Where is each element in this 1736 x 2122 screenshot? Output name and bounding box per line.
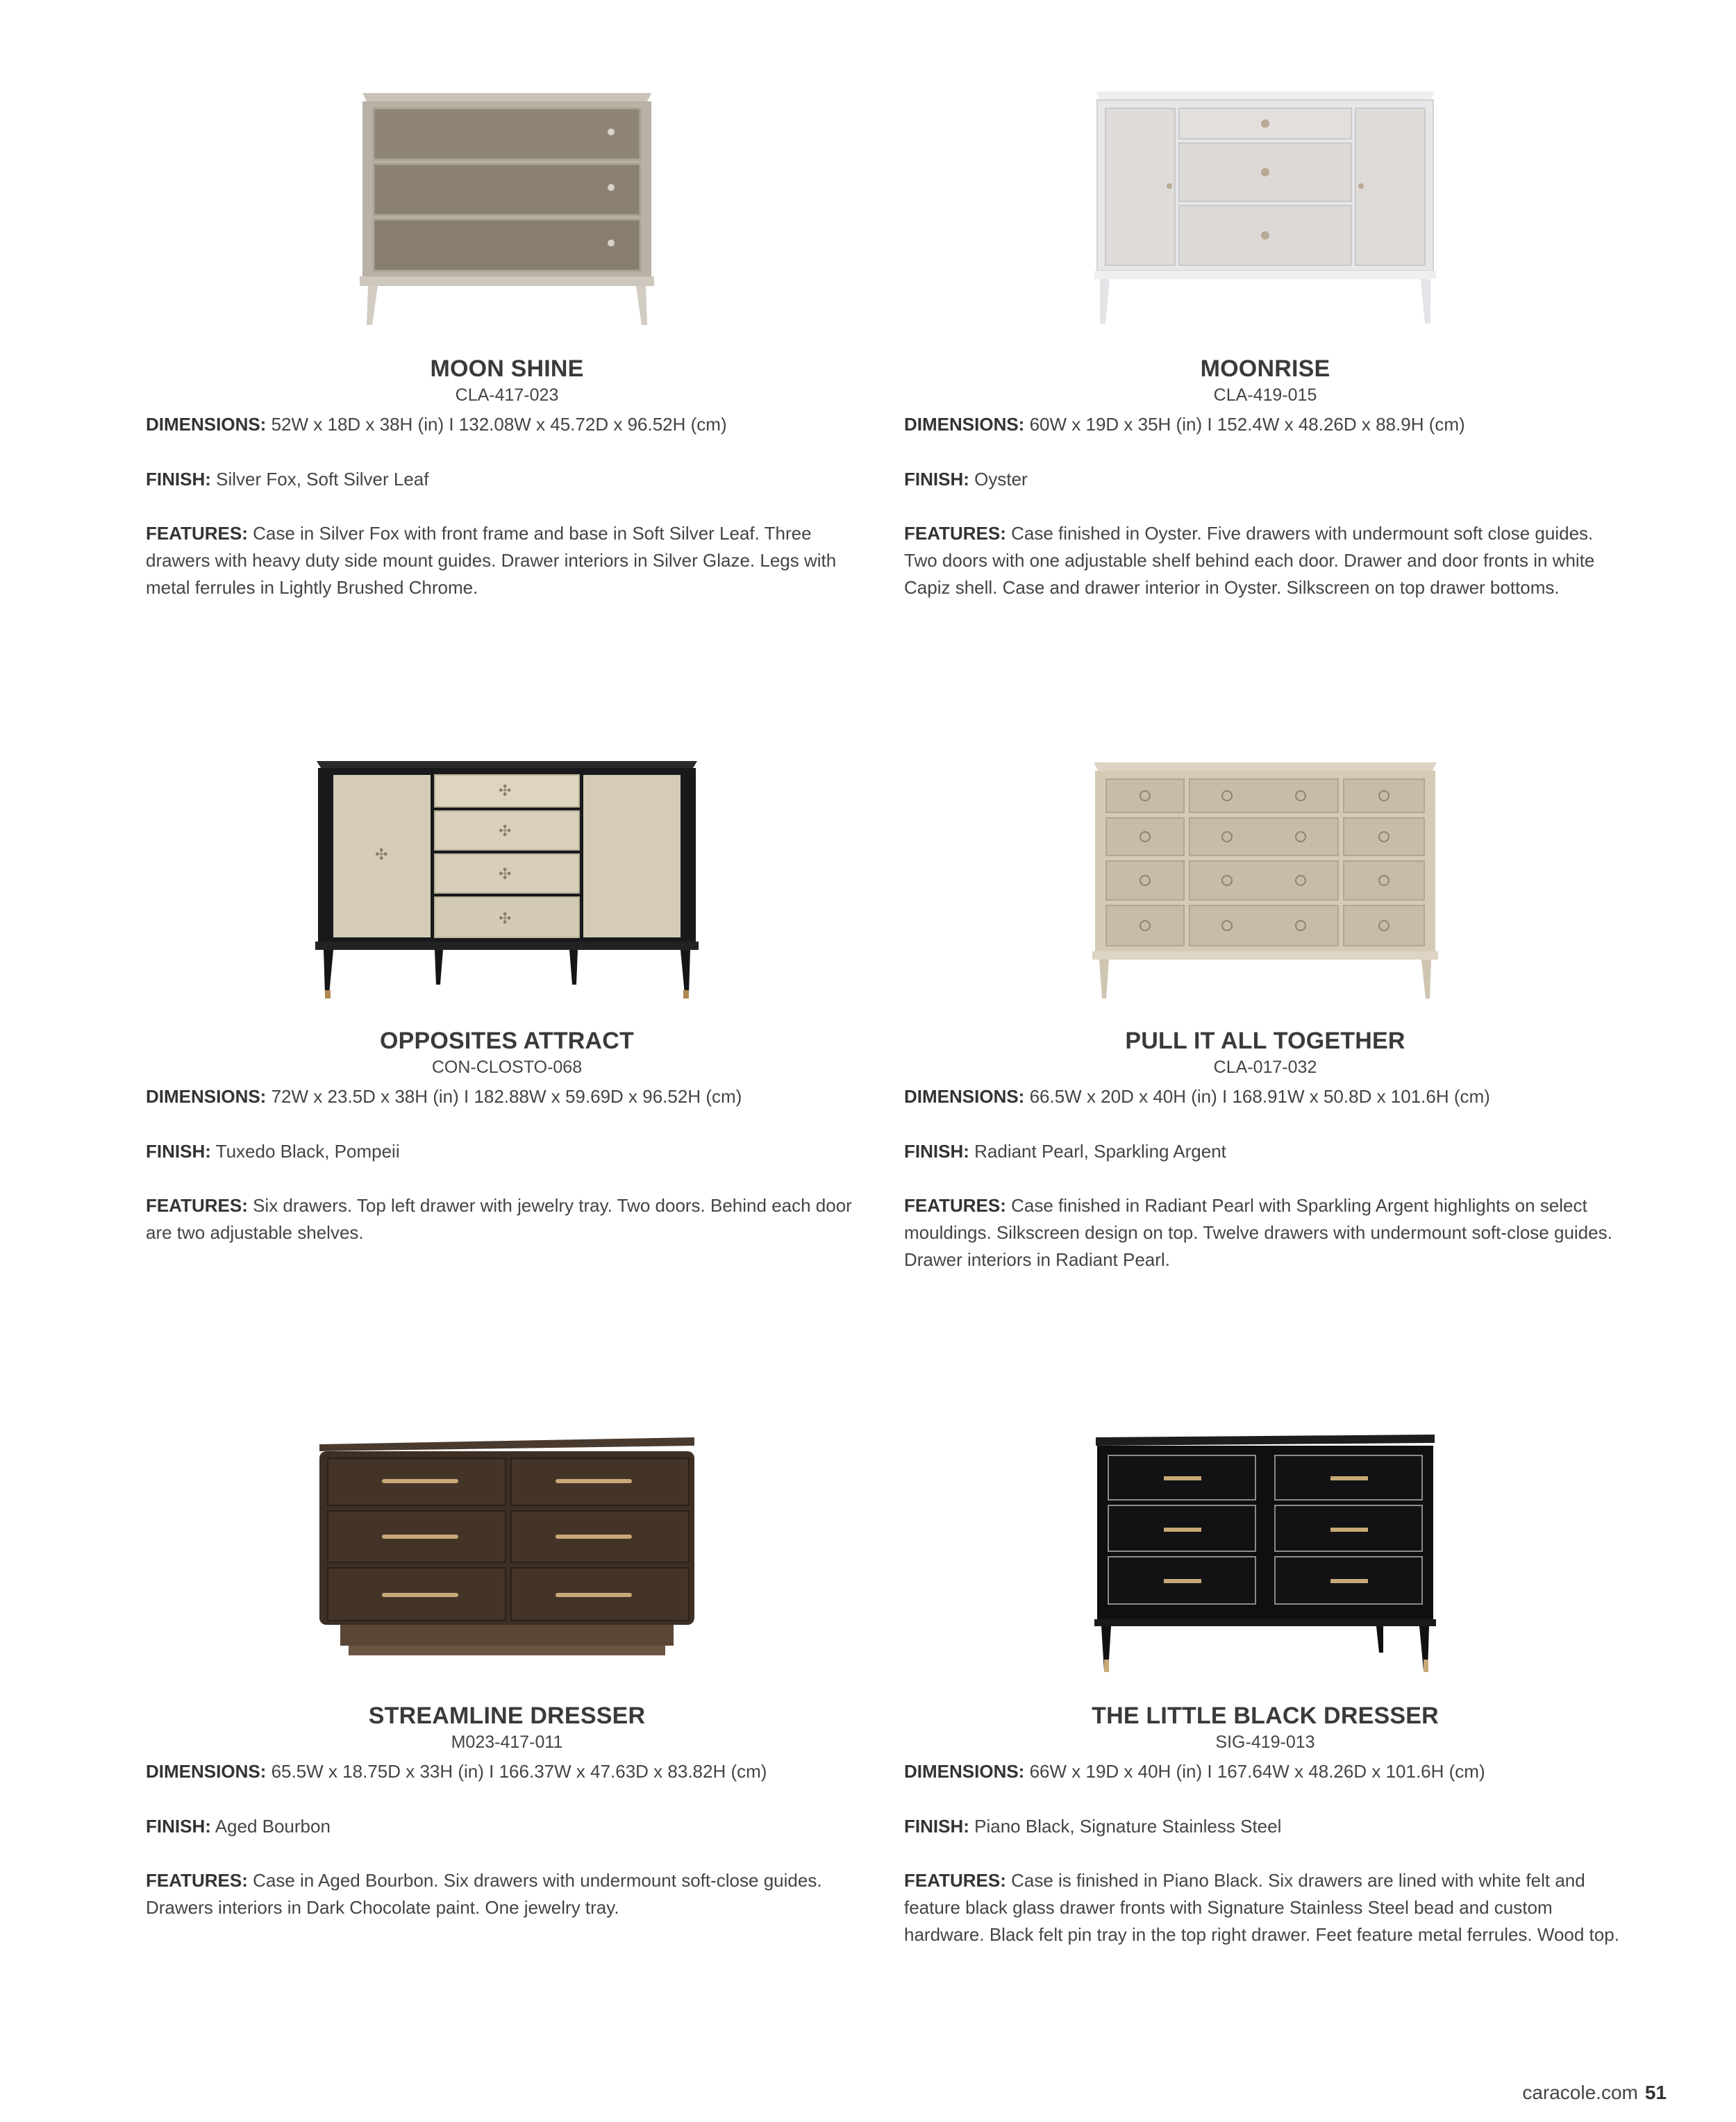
product-finish: [146, 1138, 868, 1165]
product-finish: [146, 1813, 868, 1840]
finish-value: Radiant Pearl, Sparkling Argent: [974, 1141, 1226, 1162]
dimensions-label: DIMENSIONS:: [904, 1761, 1025, 1782]
product-dimensions: [146, 1758, 868, 1785]
features-value: Case finished in Oyster. Five drawers with undermount soft close guides. Two doors with one adjustable shelf behind each door. Drawer and door fronts in white Capiz shell. Case and drawer interior in Oyster. Silkscreen on top drawer bottoms.: [904, 523, 1595, 598]
dimensions-value: 72W x 23.5D x 38H (in) I 182.88W x 59.69D x 96.52H (cm): [271, 1086, 742, 1107]
finish-label: FINISH:: [146, 1816, 211, 1837]
product-streamline-dresser: [146, 1430, 868, 1921]
product-features: [146, 1867, 868, 1921]
dimensions-label: DIMENSIONS:: [146, 414, 267, 435]
product-moonrise: [904, 83, 1626, 601]
finish-value: Aged Bourbon: [215, 1816, 331, 1837]
product-sku: CLA-017-032: [1213, 1058, 1317, 1077]
page-number: 51: [1644, 2082, 1667, 2103]
svg-text:✣: ✣: [499, 910, 512, 928]
opposites-attract-dresser-illustration: [312, 755, 701, 1005]
streamline-dresser-illustration: [312, 1430, 701, 1680]
finish-value: Tuxedo Black, Pompeii: [215, 1141, 400, 1162]
dimensions-value: 66W x 19D x 40H (in) I 167.64W x 48.26D x 101.6H (cm): [1029, 1761, 1485, 1782]
product-image: [904, 755, 1626, 1012]
product-features: [146, 1192, 868, 1246]
product-sku: CLA-419-015: [1213, 385, 1317, 405]
features-value: Case in Aged Bourbon. Six drawers with undermount soft-close guides. Drawers interiors in Dark Chocolate paint. One jewelry tray.: [146, 1870, 822, 1918]
product-features: [146, 520, 868, 601]
product-image: [146, 755, 868, 1012]
finish-label: FINISH:: [904, 1816, 969, 1837]
dimensions-value: 60W x 19D x 35H (in) I 152.4W x 48.26D x 88.9H (cm): [1029, 414, 1465, 435]
product-finish: [904, 1813, 1626, 1840]
product-finish: [146, 466, 868, 493]
dimensions-label: DIMENSIONS:: [146, 1086, 267, 1107]
dimensions-label: DIMENSIONS:: [904, 1086, 1025, 1107]
product-dimensions: [146, 411, 868, 438]
product-features: [904, 520, 1626, 601]
product-image: [904, 1430, 1626, 1687]
pull-it-all-together-dresser-illustration: [1088, 755, 1442, 1005]
features-value: Case is finished in Piano Black. Six drawers are lined with white felt and feature black glass drawer fronts with Signature Stainless Steel bead and custom hardware. Black felt pin tray in the top right drawer. Feet feature metal ferrules. Wood top.: [904, 1870, 1619, 1945]
features-value: Case in Silver Fox with front frame and base in Soft Silver Leaf. Three drawers with heavy duty side mount guides. Drawer interiors in Silver Glaze. Legs with metal ferrules in Lightly Brushed Chrome.: [146, 523, 837, 598]
little-black-dresser-illustration: [1092, 1430, 1439, 1680]
dimensions-value: 65.5W x 18.75D x 33H (in) I 166.37W x 47.63D x 83.82H (cm): [271, 1761, 767, 1782]
features-label: FEATURES:: [904, 523, 1006, 544]
product-dimensions: [904, 411, 1626, 438]
features-value: Case finished in Radiant Pearl with Sparkling Argent highlights on select mouldings. Silkscreen design on top. Twelve drawers with undermount soft-close guides. Drawer interiors in Radiant Pearl.: [904, 1195, 1612, 1270]
svg-text:✣: ✣: [499, 866, 512, 883]
product-sku: M023-417-011: [451, 1732, 563, 1752]
finish-value: Silver Fox, Soft Silver Leaf: [216, 469, 429, 490]
product-features: [904, 1192, 1626, 1273]
features-label: FEATURES:: [146, 523, 248, 544]
product-image: [146, 83, 868, 340]
product-sku: SIG-419-013: [1215, 1732, 1315, 1752]
product-name: THE LITTLE BLACK DRESSER: [1092, 1703, 1439, 1729]
product-features: [904, 1867, 1626, 1948]
svg-text:✣: ✣: [499, 783, 512, 800]
product-name: STREAMLINE DRESSER: [368, 1703, 646, 1729]
features-value: Six drawers. Top left drawer with jewelry tray. Two doors. Behind each door are two adjustable shelves.: [146, 1195, 852, 1243]
product-opposites-attract: [146, 755, 868, 1246]
dimensions-label: DIMENSIONS:: [904, 414, 1025, 435]
page-footer: [1522, 2082, 1667, 2104]
product-name: MOONRISE: [1200, 356, 1330, 382]
finish-value: Piano Black, Signature Stainless Steel: [974, 1816, 1282, 1837]
dimensions-value: 52W x 18D x 38H (in) I 132.08W x 45.72D x 96.52H (cm): [271, 414, 727, 435]
product-finish: [904, 466, 1626, 493]
dimensions-label: DIMENSIONS:: [146, 1761, 267, 1782]
product-name: MOON SHINE: [430, 356, 584, 382]
product-pull-it-all-together: [904, 755, 1626, 1273]
moon-shine-dresser-illustration: [354, 83, 660, 333]
product-name: OPPOSITES ATTRACT: [379, 1028, 635, 1054]
product-dimensions: [904, 1083, 1626, 1110]
product-finish: [904, 1138, 1626, 1165]
features-label: FEATURES:: [904, 1870, 1006, 1891]
svg-text:✣: ✣: [499, 823, 512, 840]
features-label: FEATURES:: [146, 1195, 248, 1216]
finish-value: Oyster: [974, 469, 1028, 490]
svg-text:✣: ✣: [375, 846, 388, 864]
product-dimensions: [146, 1083, 868, 1110]
product-image: [904, 83, 1626, 340]
product-sku: CLA-417-023: [455, 385, 559, 405]
dimensions-value: 66.5W x 20D x 40H (in) I 168.91W x 50.8D x 101.6H (cm): [1029, 1086, 1490, 1107]
product-image: [146, 1430, 868, 1687]
features-label: FEATURES:: [904, 1195, 1006, 1216]
product-sku: CON-CLOSTO-068: [431, 1058, 583, 1077]
finish-label: FINISH:: [904, 469, 969, 490]
moonrise-dresser-illustration: [1092, 83, 1439, 333]
finish-label: FINISH:: [146, 469, 211, 490]
features-label: FEATURES:: [146, 1870, 248, 1891]
product-moon-shine: [146, 83, 868, 601]
finish-label: FINISH:: [146, 1141, 211, 1162]
footer-site-link[interactable]: caracole.com: [1522, 2082, 1638, 2103]
product-name: PULL IT ALL TOGETHER: [1125, 1028, 1405, 1054]
finish-label: FINISH:: [904, 1141, 969, 1162]
product-the-little-black-dresser: [904, 1430, 1626, 1948]
product-dimensions: [904, 1758, 1626, 1785]
